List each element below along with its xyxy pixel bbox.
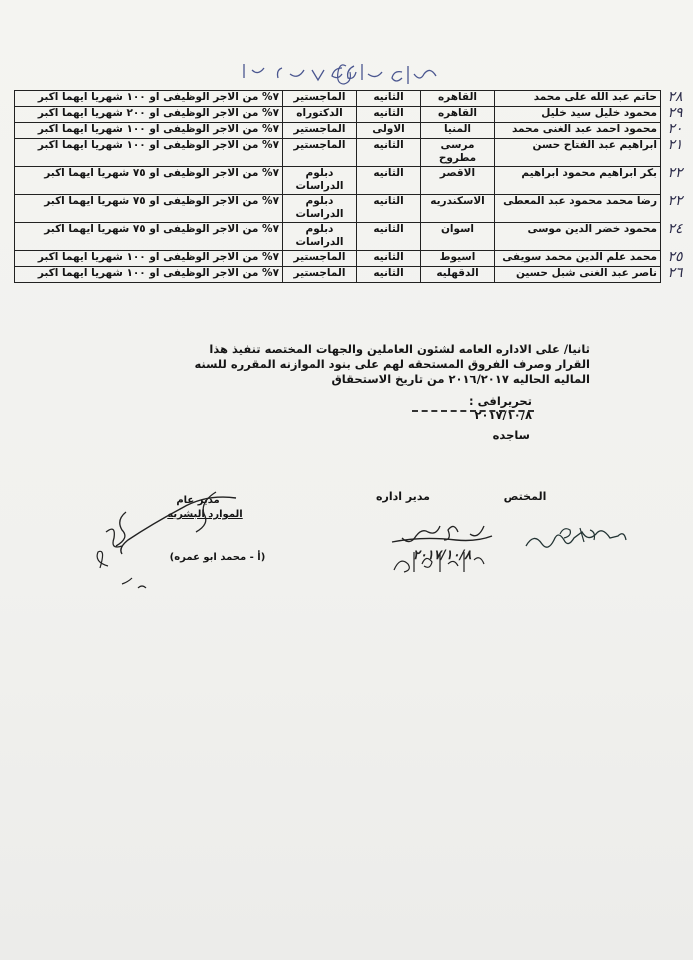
row-number: ٢٦ <box>667 265 683 281</box>
dashed-line <box>412 410 534 412</box>
paragraph-second: ثانيا/ على الاداره العامه لشئون العاملين والجهات المختصه تنفيذ هذا القرار وصرف الفروق المستحقه لهم على بنود الموازنه المقرره للسنه الماليه الحاليه ٢٠١٦/٢٠١٧ من تاريخ الاستحقاق <box>194 342 590 386</box>
qualification-cell: دبلوم الدراسات <box>283 167 357 195</box>
table-row <box>15 195 661 223</box>
gm-dept: الموارد البشريه <box>167 509 243 520</box>
city-cell: اسيوط <box>421 251 495 267</box>
admin-manager-label: مدير اداره <box>376 490 430 503</box>
table-row <box>15 167 661 195</box>
specialist-signature <box>520 522 630 562</box>
allowance-cell: ٧% من الاجر الوظيفى او ١٠٠ شهريا ايهما اكبر <box>15 251 283 267</box>
allowance-cell: ٧% من الاجر الوظيفى او ٧٥ شهريا ايهما اكبر <box>15 195 283 223</box>
specialist-label: المختص <box>503 490 547 503</box>
qualification-cell: الماجستير <box>283 123 357 139</box>
table-row <box>15 91 661 107</box>
degree-cell: الاولى <box>357 123 421 139</box>
qualification-cell: الماجستير <box>283 139 357 167</box>
row-number: ٢١ <box>667 137 683 153</box>
employee-name: رضا محمد محمود عبد المعطى <box>495 195 661 223</box>
row-number: ٢٢ <box>667 193 683 209</box>
city-cell: مرسى مطروح <box>421 139 495 167</box>
employee-name: ابراهيم عبد الفتاح حسن <box>495 139 661 167</box>
row-number: ٢٥ <box>667 249 683 265</box>
row-number: ٢٤ <box>667 221 683 237</box>
allowance-cell: ٧% من الاجر الوظيفى او ٢٠٠ شهريا ايهما اكبر <box>15 107 283 123</box>
gm-name: (أ - محمد ابو عمره) <box>169 552 266 563</box>
allowance-cell: ٧% من الاجر الوظيفى او ١٠٠ شهريا ايهما اكبر <box>15 91 283 107</box>
degree-cell: الثانيه <box>357 107 421 123</box>
qualification-cell: الدكتوراه <box>283 107 357 123</box>
allowance-cell: ٧% من الاجر الوظيفى او ١٠٠ شهريا ايهما اكبر <box>15 267 283 283</box>
city-cell: الاقصر <box>421 167 495 195</box>
city-cell: القاهره <box>421 107 495 123</box>
city-cell: اسوان <box>421 223 495 251</box>
degree-cell: الثانيه <box>357 139 421 167</box>
qualification-cell: دبلوم الدراسات <box>283 195 357 223</box>
table-row <box>15 223 661 251</box>
table-row <box>15 139 661 167</box>
allowance-cell: ٧% من الاجر الوظيفى او ١٠٠ شهريا ايهما اكبر <box>15 123 283 139</box>
degree-cell: الثانيه <box>357 251 421 267</box>
allowance-cell: ٧% من الاجر الوظيفى او ٧٥ شهريا ايهما اكبر <box>15 223 283 251</box>
row-number: ٢٠ <box>667 121 683 137</box>
city-cell: الاسكندريه <box>421 195 495 223</box>
qualification-cell: الماجستير <box>283 267 357 283</box>
row-number: ٢٨ <box>667 89 683 105</box>
degree-cell: الثانيه <box>357 267 421 283</box>
city-cell: القاهره <box>421 91 495 107</box>
employee-name: بكر ابراهيم محمود ابراهيم <box>495 167 661 195</box>
table-row <box>15 107 661 123</box>
table-row <box>15 251 661 267</box>
allowance-cell: ٧% من الاجر الوظيفى او ١٠٠ شهريا ايهما اكبر <box>15 139 283 167</box>
qualification-cell: الماجستير <box>283 251 357 267</box>
admin-signature-date: ٢٠١٧/١٠/٨ <box>412 548 472 563</box>
typist-name: ساجده <box>492 428 530 442</box>
gm-title: مدير عام <box>176 495 220 506</box>
degree-cell: الثانيه <box>357 223 421 251</box>
degree-cell: الثانيه <box>357 91 421 107</box>
employee-name: حاتم عبد الله على محمد <box>495 91 661 107</box>
employee-name: محمود خضر الدين موسى <box>495 223 661 251</box>
table-row <box>15 267 661 283</box>
row-number: ٢٢ <box>667 165 683 181</box>
degree-cell: الثانيه <box>357 167 421 195</box>
city-cell: الدقهليه <box>421 267 495 283</box>
allowance-cell: ٧% من الاجر الوظيفى او ٧٥ شهريا ايهما اكبر <box>15 167 283 195</box>
written-on: تحريرافى : ٢٠١٧/١٠/٨ <box>469 394 532 422</box>
row-number: ٢٩ <box>667 105 683 121</box>
employee-name: ناصر عبد الغنى شبل حسين <box>495 267 661 283</box>
general-manager-signature <box>96 488 246 598</box>
employee-name: محمود احمد عبد الغنى محمد <box>495 123 661 139</box>
admin-manager-signature <box>388 512 498 582</box>
degree-cell: الثانيه <box>357 195 421 223</box>
table-row <box>15 123 661 139</box>
city-cell: المنيا <box>421 123 495 139</box>
employee-name: محمود خليل سيد خليل <box>495 107 661 123</box>
employee-name: محمد علم الدين محمد سويفى <box>495 251 661 267</box>
qualification-cell: دبلوم الدراسات <box>283 223 357 251</box>
qualification-cell: الماجستير <box>283 91 357 107</box>
employees-table <box>14 90 661 283</box>
